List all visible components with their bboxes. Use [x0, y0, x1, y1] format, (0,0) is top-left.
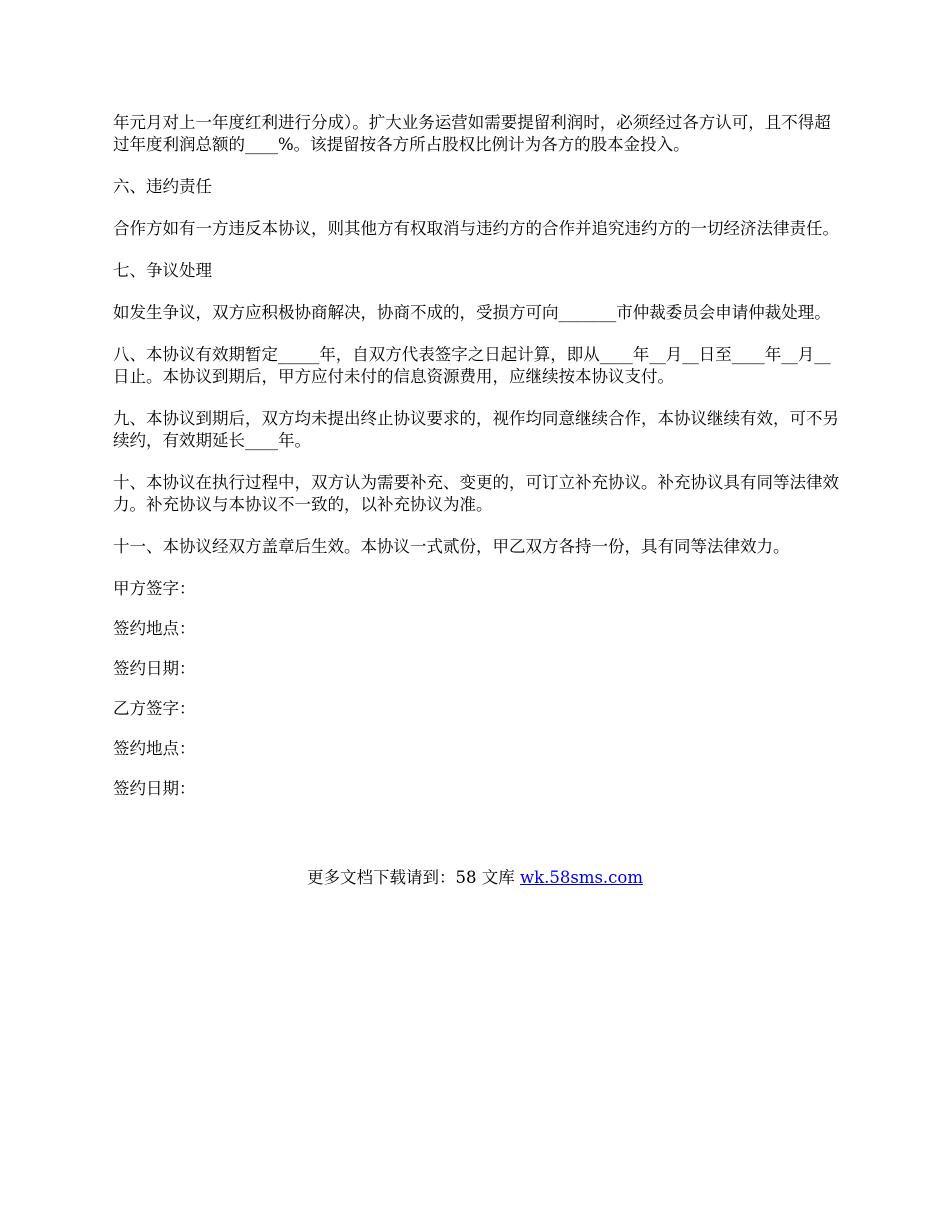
party-b-signature-label: 乙方签字：	[113, 699, 196, 718]
party-b-date-label: 签约日期：	[113, 779, 196, 798]
heading-breach-liability: 六、违约责任	[113, 177, 212, 196]
party-a-location-label: 签约地点：	[113, 619, 196, 638]
paragraph-breach-liability: 合作方如有一方违反本协议，则其他方有权取消与违约方的合作并追究违约方的一切经济法律责任。	[113, 219, 839, 238]
paragraph-supplementary-agreement: 十、本协议在执行过程中，双方认为需要补充、变更的，可订立补充协议。补充协议具有同等法律效力。补充协议与本协议不一致的，以补充协议为准。	[113, 473, 839, 514]
party-a-date-label: 签约日期：	[113, 659, 196, 678]
paragraph-profit-distribution: 年元月对上一年度红利进行分成）。扩大业务运营如需要提留利润时，必须经过各方认可，且不得超过年度利润总额的____%。该提留按各方所占股权比例计为各方的股本金投入。	[113, 113, 831, 154]
paragraph-validity-period: 八、本协议有效期暂定_____年，自双方代表签字之日起计算，即从____年__月__日至____年__月__日止。本协议到期后，甲方应付未付的信息资源费用，应继续按本协议支付。	[113, 345, 831, 386]
footer-text: 更多文档下载请到：58 文库	[306, 868, 520, 887]
footer	[0, 867, 950, 889]
paragraph-effectiveness: 十一、本协议经双方盖章后生效。本协议一式贰份，甲乙双方各持一份，具有同等法律效力。	[113, 537, 790, 556]
party-b-location-label: 签约地点：	[113, 739, 196, 758]
paragraph-dispute-resolution: 如发生争议，双方应积极协商解决，协商不成的，受损方可向_______市仲裁委员会申请仲裁处理。	[113, 303, 831, 322]
document-body	[113, 112, 843, 818]
footer-link[interactable]: wk.58sms.com	[519, 868, 643, 887]
heading-dispute-resolution: 七、争议处理	[113, 261, 212, 280]
paragraph-renewal: 九、本协议到期后，双方均未提出终止协议要求的，视作均同意继续合作，本协议继续有效，可不另续约，有效期延长____年。	[113, 409, 839, 450]
party-a-signature-label: 甲方签字：	[113, 579, 196, 598]
